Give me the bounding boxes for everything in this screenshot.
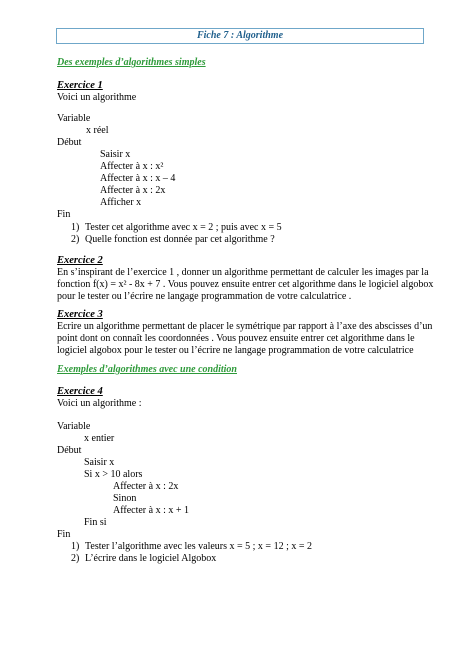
- algo-line: Affecter à x : x + 1: [113, 505, 189, 516]
- page-title: Fiche 7 : Algorithme: [56, 28, 424, 44]
- exercise-1-questions: [57, 222, 282, 246]
- exercise-4-intro: Voici un algorithme :: [57, 398, 142, 409]
- exercise-1-title: Exercice 1: [57, 80, 103, 91]
- algo-line: Affecter à x : 2x: [113, 481, 179, 492]
- algo-line: Fin si: [84, 517, 107, 528]
- algo-line: Saisir x: [100, 149, 131, 160]
- exercise-4-title: Exercice 4: [57, 386, 103, 397]
- algo-line: Début: [57, 137, 82, 148]
- exercise-1-intro: Voici un algorithme: [57, 92, 137, 103]
- question-item: 2) Quelle fonction est donnée par cet algorithme ?: [71, 234, 275, 245]
- paragraph-line: Ecrire un algorithme permettant de placer le symétrique par rapport à l’axe des abscisses d’un: [57, 321, 433, 332]
- algo-line: Fin: [57, 209, 71, 220]
- algo-line: Affecter à x : 2x: [100, 185, 166, 196]
- algo-line: Variable: [57, 421, 91, 432]
- section-heading-condition: Exemples d’algorithmes avec une condition: [57, 364, 237, 375]
- exercise-2: [57, 255, 434, 303]
- algo-line: x réel: [86, 125, 109, 136]
- algo-line: Sinon: [113, 493, 137, 504]
- paragraph-line: fonction f(x) = x² - 8x + 7 . Vous pouvez ensuite entrer cet algorithme dans le logiciel algobox: [57, 279, 434, 290]
- algo-line: Affecter à x : x – 4: [100, 173, 176, 184]
- section-heading-simple: Des exemples d’algorithmes simples: [57, 57, 206, 68]
- algo-line: Si x > 10 alors: [84, 469, 143, 480]
- algo-line: x entier: [84, 433, 115, 444]
- paragraph-line: logiciel algobox pour le tester ou l’écrire ne langage programmation de votre calculatrice: [57, 345, 414, 356]
- exercise-2-title: Exercice 2: [57, 255, 103, 266]
- exercise-4: [57, 386, 142, 410]
- paragraph-line: point dont on connaît les coordonnées . Vous pouvez ensuite entrer cet algorithme dans le: [57, 333, 415, 344]
- algo-line: Début: [57, 445, 82, 456]
- algo-line: Saisir x: [84, 457, 115, 468]
- algo-line: Variable: [57, 113, 91, 124]
- algo-line: Affecter à x : x²: [100, 161, 164, 172]
- exercise-4-algorithm: [57, 421, 189, 541]
- exercise-3: [57, 309, 433, 357]
- algo-line: Fin: [57, 529, 71, 540]
- paragraph-line: pour le tester ou l’écrire ne langage programmation de votre calculatrice .: [57, 291, 352, 302]
- exercise-1-algorithm: [57, 113, 175, 221]
- exercise-4-questions: [57, 541, 312, 565]
- algo-line: Afficher x: [100, 197, 142, 208]
- question-item: 1) Tester l’algorithme avec les valeurs x = 5 ; x = 12 ; x = 2: [71, 541, 312, 552]
- exercise-1: [57, 80, 136, 104]
- question-item: 1) Tester cet algorithme avec x = 2 ; puis avec x = 5: [71, 222, 282, 233]
- exercise-3-title: Exercice 3: [57, 309, 103, 320]
- question-item: 2) L’écrire dans le logiciel Algobox: [71, 553, 217, 564]
- paragraph-line: En s’inspirant de l’exercice 1 , donner un algorithme permettant de calculer les images par la: [57, 267, 429, 278]
